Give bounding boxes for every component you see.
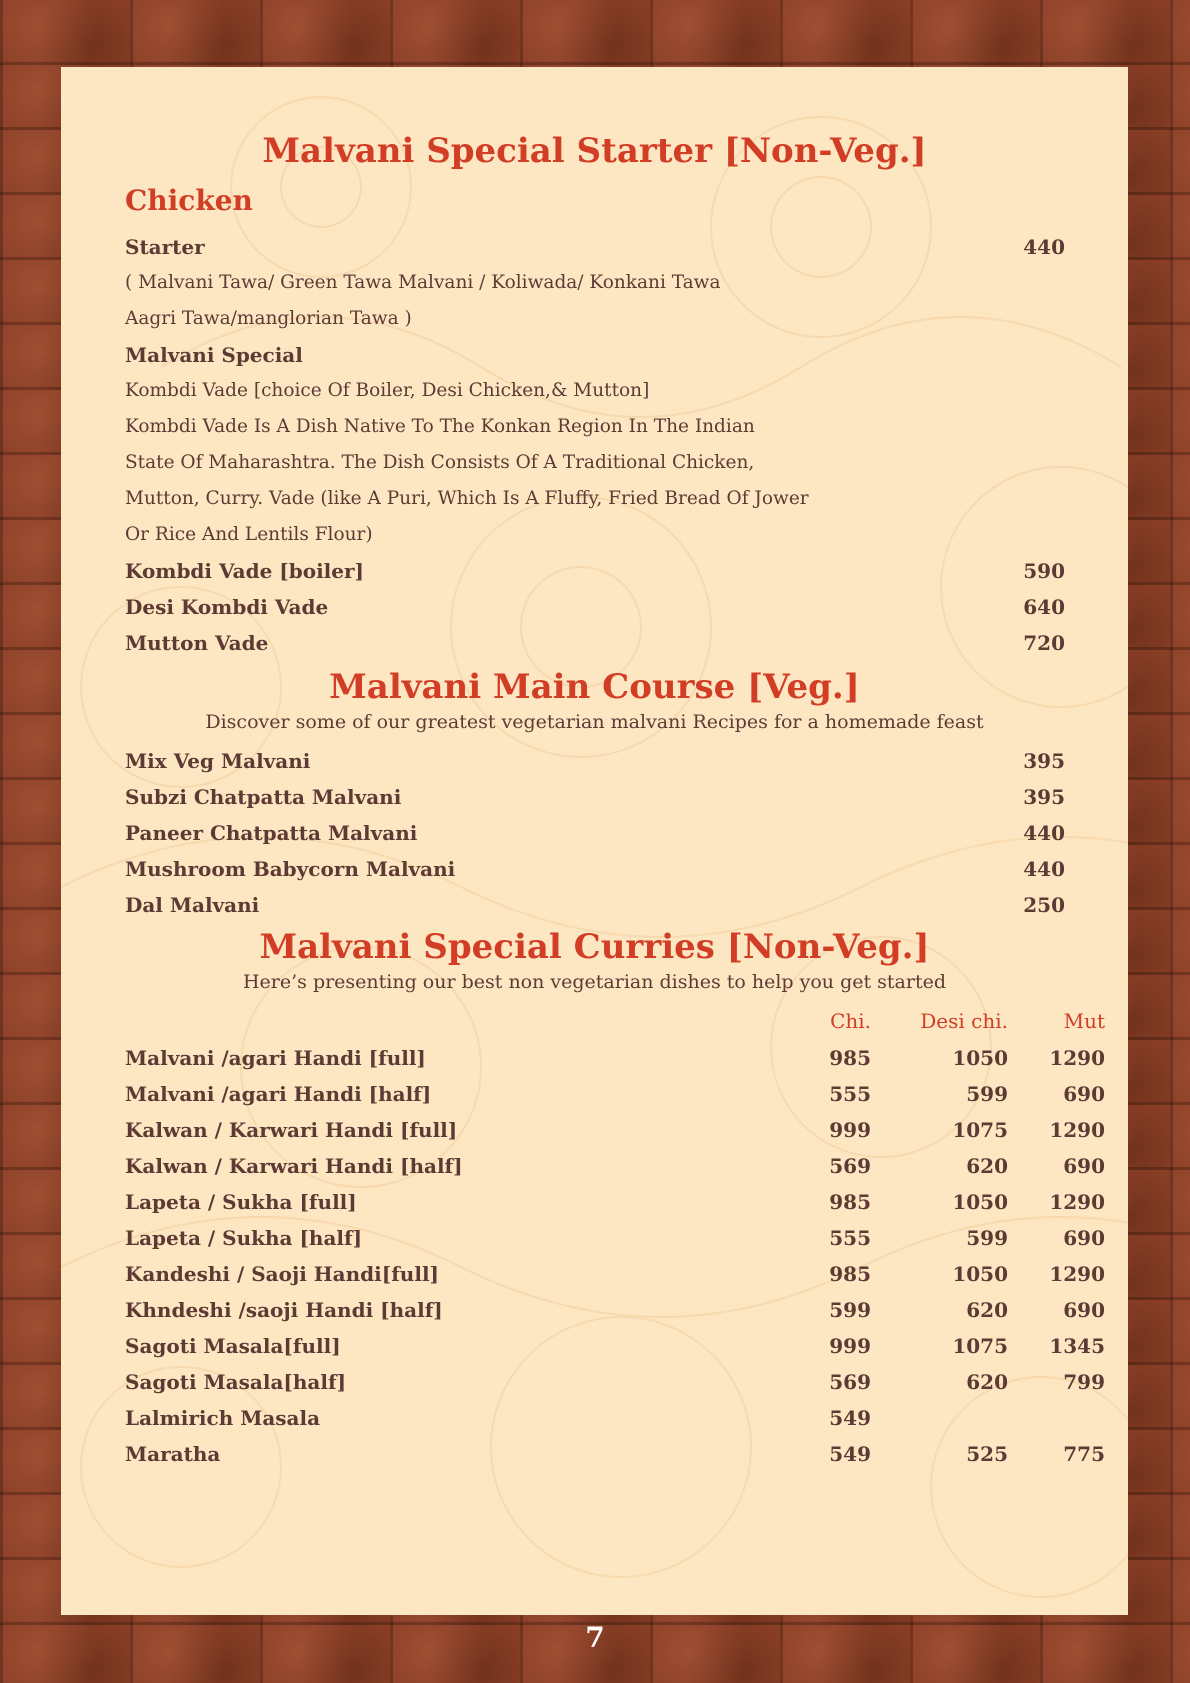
- price-desi-chicken: 525: [966, 1442, 1008, 1466]
- price-chicken: 985: [829, 1046, 871, 1070]
- curry-row: [125, 1076, 1105, 1112]
- price-mutton: 690: [1063, 1082, 1105, 1106]
- item-price: 440: [1023, 235, 1065, 259]
- menu-item-row: [125, 887, 1065, 923]
- item-name: Paneer Chatpatta Malvani: [125, 821, 418, 845]
- curry-name: Maratha: [125, 1442, 221, 1466]
- veg-section-title: Malvani Main Course [Veg.]: [329, 667, 860, 707]
- price-desi-chicken: 1075: [952, 1118, 1008, 1142]
- price-mutton: 1290: [1049, 1262, 1105, 1286]
- curry-row: [125, 1184, 1105, 1220]
- menu-item-row: [125, 815, 1065, 851]
- menu-item-row: [125, 553, 1065, 589]
- curry-name: Kandeshi / Saoji Handi[full]: [125, 1262, 440, 1286]
- curry-row: [125, 1040, 1105, 1076]
- price-chicken: 555: [829, 1082, 871, 1106]
- item-description-line: Kombdi Vade Is A Dish Native To The Konkan Region In The Indian: [125, 416, 755, 437]
- malvani-special-label: Malvani Special: [125, 343, 303, 367]
- item-description-line: Aagri Tawa/manglorian Tawa ): [125, 308, 412, 329]
- curry-name: Malvani /agari Handi [half]: [125, 1082, 432, 1106]
- item-name: Mix Veg Malvani: [125, 749, 311, 773]
- column-header-chicken: Chi.: [830, 1009, 871, 1033]
- price-desi-chicken: 1050: [952, 1190, 1008, 1214]
- curry-name: Malvani /agari Handi [full]: [125, 1046, 426, 1070]
- price-mutton: 1290: [1049, 1190, 1105, 1214]
- price-chicken: 985: [829, 1190, 871, 1214]
- item-description-line: Or Rice And Lentils Flour): [125, 524, 373, 545]
- curry-name: Kalwan / Karwari Handi [full]: [125, 1118, 458, 1142]
- item-name: Kombdi Vade [boiler]: [125, 559, 364, 583]
- price-chicken: 599: [829, 1298, 871, 1322]
- menu-item-row: [125, 229, 1065, 265]
- price-mutton: 690: [1063, 1154, 1105, 1178]
- column-header-mutton: Mut: [1063, 1009, 1105, 1033]
- item-name: Desi Kombdi Vade: [125, 595, 329, 619]
- menu-content: [61, 67, 1128, 1615]
- curry-name: Khndeshi /saoji Handi [half]: [125, 1298, 443, 1322]
- item-price: 395: [1023, 785, 1065, 809]
- malvani-special-label-row: [125, 337, 1065, 373]
- curry-row: [125, 1220, 1105, 1256]
- starter-section-title: Malvani Special Starter [Non-Veg.]: [262, 131, 927, 171]
- menu-item-row: [125, 851, 1065, 887]
- item-price: 395: [1023, 749, 1065, 773]
- curries-section-title: Malvani Special Curries [Non-Veg.]: [259, 927, 930, 967]
- price-chicken: 569: [829, 1154, 871, 1178]
- price-mutton: 1290: [1049, 1046, 1105, 1070]
- price-desi-chicken: 620: [966, 1370, 1008, 1394]
- curry-name: Lapeta / Sukha [full]: [125, 1190, 357, 1214]
- item-name: Mutton Vade: [125, 631, 269, 655]
- item-description-line: Kombdi Vade [choice Of Boiler, Desi Chicken,& Mutton]: [125, 380, 650, 401]
- price-desi-chicken: 599: [966, 1082, 1008, 1106]
- price-chicken: 999: [829, 1118, 871, 1142]
- menu-item-row: [125, 743, 1065, 779]
- curry-row: [125, 1256, 1105, 1292]
- item-name: Mushroom Babycorn Malvani: [125, 857, 456, 881]
- item-name: Dal Malvani: [125, 893, 260, 917]
- price-chicken: 555: [829, 1226, 871, 1250]
- page-number: 7: [585, 1621, 605, 1654]
- item-description-line: Mutton, Curry. Vade (like A Puri, Which Is A Fluffy, Fried Bread Of Jower: [125, 488, 809, 509]
- price-mutton: 1290: [1049, 1118, 1105, 1142]
- item-price: 440: [1023, 857, 1065, 881]
- curry-name: Lapeta / Sukha [half]: [125, 1226, 363, 1250]
- price-desi-chicken: 1050: [952, 1262, 1008, 1286]
- item-name: Subzi Chatpatta Malvani: [125, 785, 402, 809]
- menu-item-row: [125, 779, 1065, 815]
- curry-name: Lalmirich Masala: [125, 1406, 321, 1430]
- curries-section-intro: Here’s presenting our best non vegetarian dishes to help you get started: [242, 971, 947, 993]
- curry-row: [125, 1292, 1105, 1328]
- price-desi-chicken: 599: [966, 1226, 1008, 1250]
- curry-row: [125, 1436, 1105, 1472]
- chicken-subheading: Chicken: [125, 184, 253, 217]
- menu-item-row: [125, 589, 1065, 625]
- veg-section-intro: Discover some of our greatest vegetarian malvani Recipes for a homemade feast: [205, 711, 984, 733]
- item-name: Starter: [125, 235, 205, 259]
- price-mutton: 690: [1063, 1226, 1105, 1250]
- item-description-line: State Of Maharashtra. The Dish Consists Of A Traditional Chicken,: [125, 452, 755, 473]
- curry-name: Sagoti Masala[half]: [125, 1370, 347, 1394]
- item-description-line: ( Malvani Tawa/ Green Tawa Malvani / Koliwada/ Konkani Tawa: [125, 272, 721, 293]
- item-price: 590: [1023, 559, 1065, 583]
- price-chicken: 999: [829, 1334, 871, 1358]
- price-mutton: 799: [1063, 1370, 1105, 1394]
- price-chicken: 569: [829, 1370, 871, 1394]
- price-desi-chicken: 1075: [952, 1334, 1008, 1358]
- column-header-desi-chicken: Desi chi.: [920, 1009, 1008, 1033]
- curry-row: [125, 1400, 1065, 1436]
- price-desi-chicken: 1050: [952, 1046, 1008, 1070]
- curries-column-headers: [125, 1003, 1105, 1039]
- price-chicken: 549: [829, 1406, 871, 1430]
- price-chicken: 985: [829, 1262, 871, 1286]
- price-mutton: 1345: [1049, 1334, 1105, 1358]
- price-chicken: 549: [829, 1442, 871, 1466]
- curry-name: Sagoti Masala[full]: [125, 1334, 341, 1358]
- curry-row: [125, 1328, 1105, 1364]
- price-mutton: 775: [1063, 1442, 1105, 1466]
- curry-row: [125, 1148, 1105, 1184]
- menu-item-row: [125, 625, 1065, 661]
- curry-row: [125, 1112, 1105, 1148]
- menu-page: [61, 67, 1128, 1615]
- item-price: 640: [1023, 595, 1065, 619]
- price-desi-chicken: 620: [966, 1154, 1008, 1178]
- curry-name: Kalwan / Karwari Handi [half]: [125, 1154, 463, 1178]
- item-price: 720: [1023, 631, 1065, 655]
- item-price: 250: [1023, 893, 1065, 917]
- price-mutton: 690: [1063, 1298, 1105, 1322]
- price-desi-chicken: 620: [966, 1298, 1008, 1322]
- item-price: 440: [1023, 821, 1065, 845]
- curry-row: [125, 1364, 1105, 1400]
